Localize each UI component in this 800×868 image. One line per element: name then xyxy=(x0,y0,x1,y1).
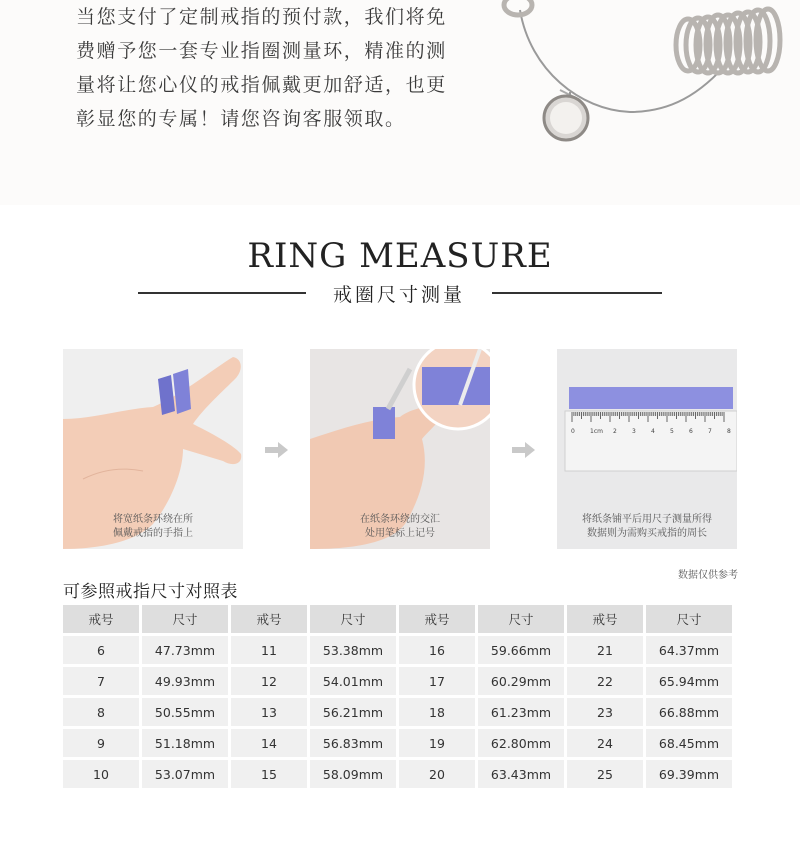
table-row xyxy=(63,636,732,664)
ring-number-cell: 10 xyxy=(63,760,139,788)
ring-number-cell: 17 xyxy=(399,667,475,695)
ring-number-cell: 19 xyxy=(399,729,475,757)
ring-size-cell: 56.21mm xyxy=(310,698,396,726)
ruler-label: 4 xyxy=(651,428,655,435)
header-ring-no: 戒号 xyxy=(399,605,475,633)
ring-size-cell: 68.45mm xyxy=(646,729,732,757)
ring-size-cell: 63.43mm xyxy=(478,760,564,788)
caption-line: 佩戴戒指的手指上 xyxy=(113,528,193,539)
ring-size-cell: 69.39mm xyxy=(646,760,732,788)
subtitle: 戒圈尺寸测量 xyxy=(332,284,465,306)
promo-text xyxy=(76,0,476,136)
ring-number-cell: 25 xyxy=(567,760,643,788)
step-2-photo xyxy=(310,349,490,549)
header-size: 尺寸 xyxy=(646,605,732,633)
ruler-label: 6 xyxy=(689,428,693,435)
ring-size-cell: 53.38mm xyxy=(310,636,396,664)
header-size: 尺寸 xyxy=(310,605,396,633)
divider-line xyxy=(138,292,306,294)
promo-line: 当您支付了定制戒指的预付款，我们将免 xyxy=(76,6,447,28)
ruler-label: 0 xyxy=(571,428,575,435)
table-row xyxy=(63,760,732,788)
subtitle-row xyxy=(138,280,662,306)
caption-line: 将纸条铺平后用尺子测量所得 xyxy=(582,514,712,525)
ring-sizer-image xyxy=(500,0,790,200)
ring-size-cell: 54.01mm xyxy=(310,667,396,695)
caption-line: 处用笔标上记号 xyxy=(365,528,435,539)
ring-size-cell: 66.88mm xyxy=(646,698,732,726)
ring-size-cell: 51.18mm xyxy=(142,729,228,757)
header-ring-no: 戒号 xyxy=(567,605,643,633)
step-1-photo xyxy=(63,349,243,549)
ring-number-cell: 11 xyxy=(231,636,307,664)
ring-number-cell: 14 xyxy=(231,729,307,757)
ring-size-cell: 56.83mm xyxy=(310,729,396,757)
step-caption xyxy=(310,513,490,541)
ring-number-cell: 22 xyxy=(567,667,643,695)
ruler-label: 5 xyxy=(670,428,674,435)
ring-number-cell: 20 xyxy=(399,760,475,788)
header-ring-no: 戒号 xyxy=(63,605,139,633)
ring-size-cell: 49.93mm xyxy=(142,667,228,695)
ruler-label: 8 xyxy=(727,428,731,435)
ring-size-cell: 61.23mm xyxy=(478,698,564,726)
caption-line: 在纸条环绕的交汇 xyxy=(360,514,440,525)
ring-number-cell: 13 xyxy=(231,698,307,726)
ring-size-cell: 62.80mm xyxy=(478,729,564,757)
ring-number-cell: 24 xyxy=(567,729,643,757)
ring-size-cell: 59.66mm xyxy=(478,636,564,664)
promo-line: 彰显您的专属！请您咨询客服领取。 xyxy=(76,108,406,130)
ring-size-table xyxy=(60,602,735,791)
ring-size-cell: 60.29mm xyxy=(478,667,564,695)
ring-size-cell: 64.37mm xyxy=(646,636,732,664)
arrow-right-icon xyxy=(265,441,289,459)
header-size: 尺寸 xyxy=(142,605,228,633)
step-caption xyxy=(557,513,737,541)
ruler-label: 7 xyxy=(708,428,712,435)
reference-note: 数据仅供参考 xyxy=(678,570,738,581)
ring-size-cell: 65.94mm xyxy=(646,667,732,695)
ring-size-cell: 53.07mm xyxy=(142,760,228,788)
arrow-right-icon xyxy=(512,441,536,459)
table-row xyxy=(63,667,732,695)
header-ring-no: 戒号 xyxy=(231,605,307,633)
caption-line: 数据则为需购买戒指的周长 xyxy=(587,528,707,539)
step-3-photo xyxy=(557,349,737,549)
ring-size-cell: 58.09mm xyxy=(310,760,396,788)
divider-line xyxy=(492,292,662,294)
ring-number-cell: 21 xyxy=(567,636,643,664)
table-header-row xyxy=(63,605,732,633)
ring-number-cell: 18 xyxy=(399,698,475,726)
promo-section xyxy=(0,0,800,205)
ruler-label: 1cm xyxy=(590,428,603,435)
ruler-label: 3 xyxy=(632,428,636,435)
ring-measure-title: RING MEASURE xyxy=(247,236,553,276)
ruler-label: 2 xyxy=(613,428,617,435)
size-table-title: 可参照戒指尺寸对照表 xyxy=(63,582,238,602)
ring-size-cell: 47.73mm xyxy=(142,636,228,664)
table-row xyxy=(63,698,732,726)
promo-line: 费赠予您一套专业指圈测量环，精准的测 xyxy=(76,40,447,62)
ring-number-cell: 15 xyxy=(231,760,307,788)
table-row xyxy=(63,729,732,757)
ring-number-cell: 12 xyxy=(231,667,307,695)
promo-line: 量将让您心仪的戒指佩戴更加舒适，也更 xyxy=(76,74,447,96)
ring-number-cell: 6 xyxy=(63,636,139,664)
ring-number-cell: 23 xyxy=(567,698,643,726)
ring-number-cell: 9 xyxy=(63,729,139,757)
ring-number-cell: 16 xyxy=(399,636,475,664)
caption-line: 将宽纸条环绕在所 xyxy=(113,514,193,525)
ring-number-cell: 8 xyxy=(63,698,139,726)
ring-number-cell: 7 xyxy=(63,667,139,695)
step-caption xyxy=(63,513,243,541)
header-size: 尺寸 xyxy=(478,605,564,633)
ring-size-cell: 50.55mm xyxy=(142,698,228,726)
